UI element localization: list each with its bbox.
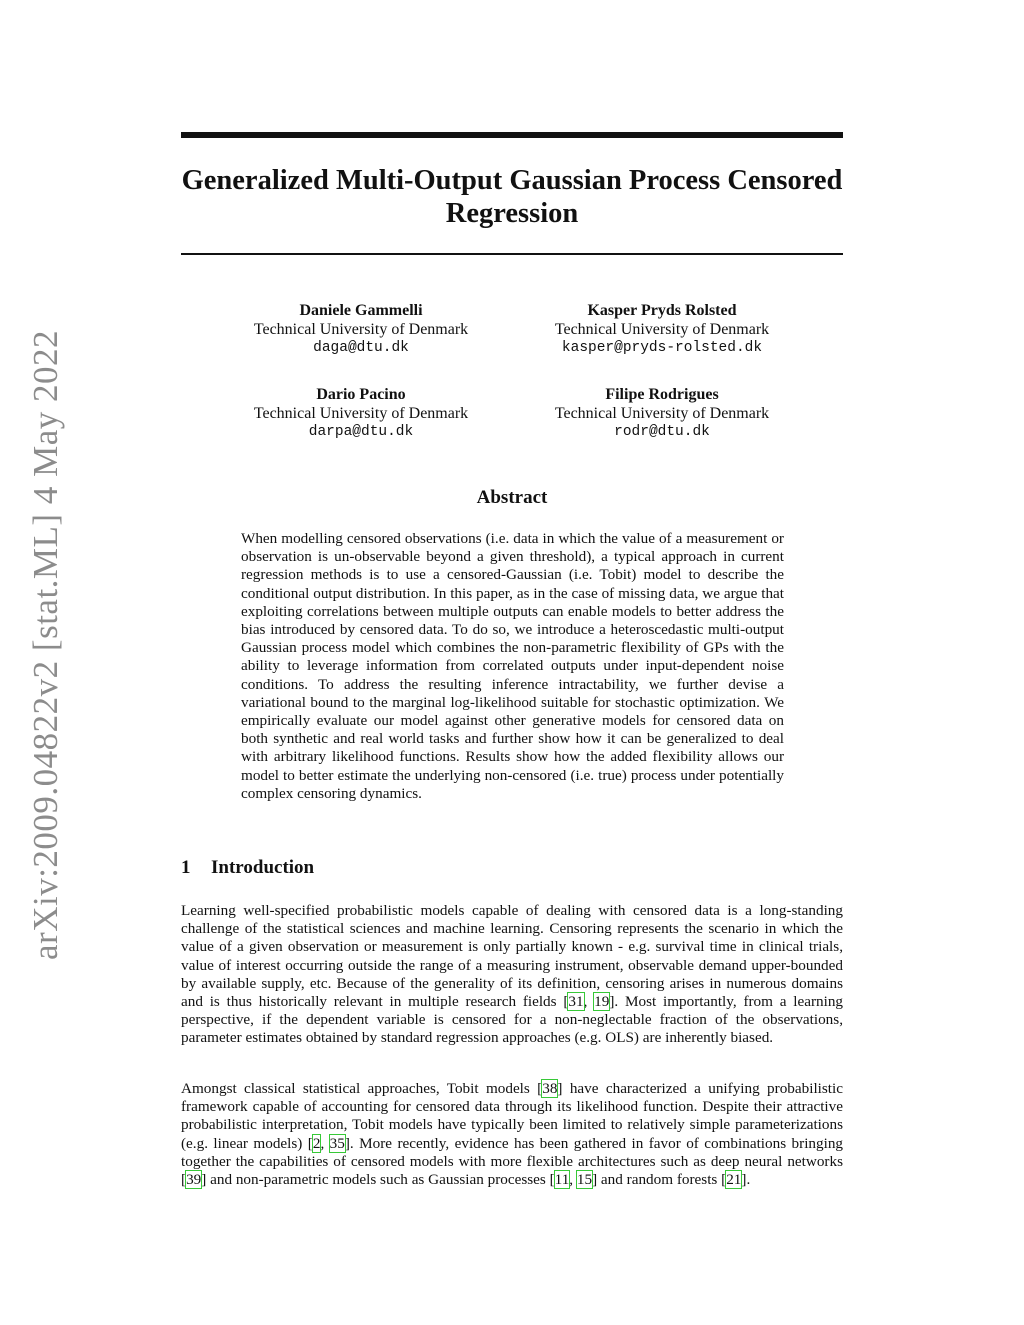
author-name: Dario Pacino (316, 386, 406, 403)
citation-separator: , (320, 1134, 330, 1152)
author-name: Filipe Rodrigues (605, 386, 719, 403)
title-rule-top (181, 132, 843, 138)
intro-paragraph-2 (181, 1080, 843, 1189)
section-title: Introduction (211, 857, 315, 878)
author-name: Daniele Gammelli (299, 302, 423, 319)
author-email[interactable]: rodr@dtu.dk (614, 424, 710, 440)
author-affiliation: Technical University of Denmark (253, 321, 469, 338)
section-number: 1 (181, 857, 191, 878)
citation-link[interactable]: 31 (568, 993, 584, 1011)
paragraph-text: ] have characterized a unifying probabilistic framework capable of accounting for censored data through its likelihood function. Despite their attractive probabilistic interpretation, Tobit models have typically been limited to relatively simple parameterizations (e.g. linear models) [ (181, 1080, 843, 1152)
citation-link[interactable]: 21 (726, 1171, 742, 1189)
paragraph-text: ]. Most importantly, from a learning perspective, if the dependent variable is censored for a non-neglectable fraction of the observations, parameter estimates obtained by standard regression approaches (e.g. OLS) are inherently biased. (181, 993, 844, 1047)
citation-link[interactable]: 35 (329, 1134, 345, 1152)
paragraph-text: Amongst classical statistical approaches, Tobit models [ (181, 1080, 543, 1097)
paragraph-text: ] and random forests [ (592, 1171, 727, 1189)
paragraph-text: ] and non-parametric models such as Gaussian processes [ (201, 1171, 555, 1189)
paragraph-text: ]. More recently, evidence has been gathered in favor of combinations bringing together the capabilities of censored models with more flexible architectures such as deep neural networks [ (181, 1134, 844, 1189)
citation-link[interactable]: 38 (542, 1080, 558, 1097)
author-email[interactable]: darpa@dtu.dk (308, 424, 414, 440)
author-affiliation: Technical University of Denmark (554, 405, 770, 422)
author-block (512, 301, 812, 358)
citation-link[interactable]: 2 (312, 1134, 321, 1152)
abstract-heading: Abstract (476, 487, 548, 508)
author-name: Kasper Pryds Rolsted (587, 302, 737, 319)
section-heading (181, 857, 314, 879)
author-block (512, 385, 812, 442)
paper-title: Generalized Multi-Output Gaussian Process Censored Regression (181, 165, 843, 229)
title-rule-bottom (181, 253, 843, 255)
author-block (211, 385, 511, 442)
intro-paragraph-1 (181, 902, 843, 1048)
citation-separator: , (569, 1171, 577, 1189)
citation-separator: , (583, 993, 595, 1011)
author-email[interactable]: daga@dtu.dk (313, 340, 409, 356)
paragraph-text: Learning well-specified probabilistic models capable of dealing with censored data is a long-standing challenge of the statistical sciences and machine learning. Censoring represents the scenario in which the value of a given observation or measurement is only partially known - e.g. survival time in clinical trials, value of interest occurring outside the range of a measuring instrument, observable demand upper-bounded by available supply, etc. Because of the generality of its definition, censoring arises in numerous domains and is thus historically relevant in multiple research fields [ (181, 902, 843, 1011)
paragraph-text: ]. (741, 1171, 751, 1189)
citation-link[interactable]: 19 (594, 993, 610, 1011)
author-email[interactable]: kasper@pryds-rolsted.dk (561, 340, 763, 356)
author-affiliation: Technical University of Denmark (253, 405, 469, 422)
citation-link[interactable]: 15 (576, 1171, 593, 1189)
citation-link[interactable]: 39 (186, 1171, 202, 1189)
citation-link[interactable]: 11 (554, 1171, 570, 1189)
author-block (211, 301, 511, 358)
author-affiliation: Technical University of Denmark (554, 321, 770, 338)
abstract-text: When modelling censored observations (i.e. data in which the value of a measurement or observation is un-observable beyond a given threshold), a typical approach in current regression methods is to use a censored-Gaussian (i.e. Tobit) model to describe the conditional output distribution. In this paper, as in the case of missing data, we argue that exploiting correlations between multiple outputs can enable models to better address the bias introduced by censored data. To do so, we introduce a heteroscedastic multi-output Gaussian process model which combines the non-parametric flexibility of GPs with the ability to leverage information from correlated outputs under input-dependent noise conditions. To address the resulting inference intractability, we further devise a variational bound to the marginal log-likelihood suitable for stochastic optimization. We empirically evaluate our model against other generative models for censored data on both synthetic and real world tasks and further show how it can be generalized to deal with arbitrary likelihood functions. Results show how the added flexibility allows our model to better estimate the underlying non-censored (i.e. true) process under potentially complex censoring dynamics. (241, 530, 784, 802)
arxiv-identifier: arXiv:2009.04822v2 [stat.ML] 4 May 2022 (26, 330, 65, 960)
